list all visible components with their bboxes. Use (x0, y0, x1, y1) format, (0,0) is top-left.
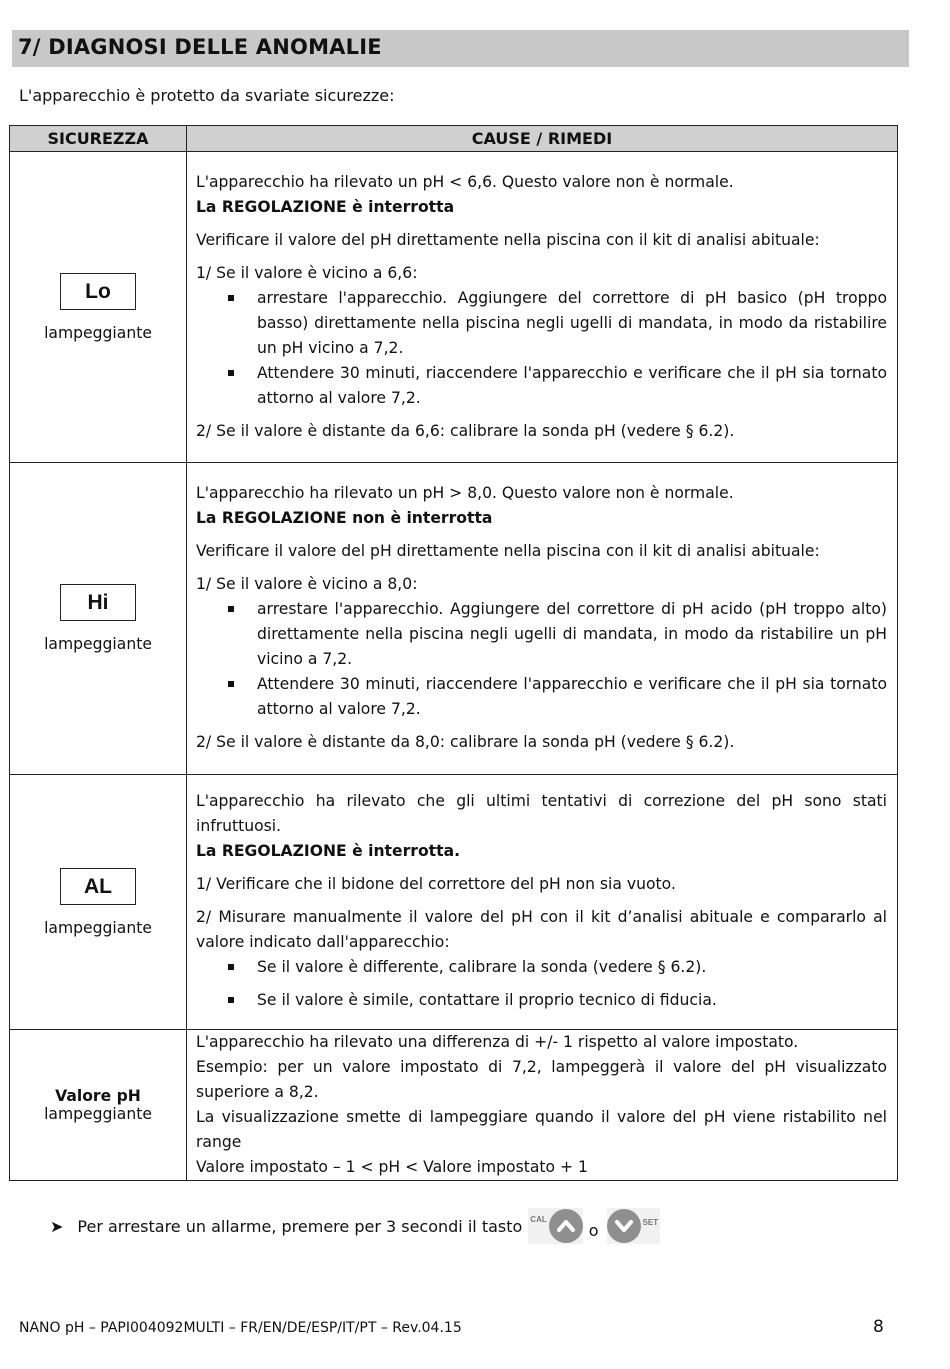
remedy-line: L'apparecchio ha rilevato un pH > 8,0. Questo valore non è normale. (196, 484, 734, 502)
list-item: Attendere 30 minuti, riaccendere l'apparecchio e verificare che il pH sia tornato attorno al valore 7,2. (257, 672, 887, 722)
page-number: 8 (873, 1317, 884, 1337)
remedy-bold-text: La REGOLAZIONE è interrotta (196, 198, 455, 216)
list-item: Se il valore è simile, contattare il proprio tecnico di fiducia. (257, 988, 887, 1013)
alarm-note (50, 1208, 660, 1244)
remedy-list (196, 597, 887, 722)
remedy-line: 1/ Verificare che il bidone del correttore del pH non sia vuoto. (196, 875, 676, 893)
remedy-line: Valore impostato – 1 < pH < Valore impostato + 1 (196, 1158, 588, 1176)
set-down-button-icon (607, 1208, 661, 1244)
display-code: AL (60, 868, 136, 905)
remedy-cell (187, 1030, 898, 1181)
arrow-bullet-icon: ➤ (50, 1216, 64, 1236)
remedy-line: Verificare il valore del pH direttamente nella piscina con il kit di analisi abituale: (196, 231, 820, 249)
diagnostics-table (9, 125, 898, 1181)
set-label: SET (642, 1217, 659, 1227)
remedy-bold-text: La REGOLAZIONE è interrotta. (196, 842, 461, 860)
remedy-list (196, 955, 887, 1013)
remedy-list (196, 286, 887, 411)
remedy-line: L'apparecchio ha rilevato un pH < 6,6. Questo valore non è normale. (196, 173, 734, 191)
remedy-bold (196, 506, 887, 531)
table-row (10, 463, 898, 775)
cal-up-button-icon (528, 1208, 582, 1244)
remedy-line: 1/ Se il valore è vicino a 8,0: (196, 575, 418, 593)
table-row (10, 152, 898, 463)
remedy-cell (187, 463, 898, 775)
remedy-line: La visualizzazione smette di lampeggiare quando il valore del pH viene ristabilito nel range (196, 1108, 887, 1151)
chevron-down-icon (607, 1209, 641, 1243)
display-state: lampeggiante (44, 918, 152, 937)
safety-cell (10, 152, 187, 463)
remedy-line: Esempio: per un valore impostato di 7,2, lampeggerà il valore del pH visualizzato superiore a 8,2. (196, 1058, 887, 1101)
section-header (12, 30, 909, 67)
list-item: Se il valore è differente, calibrare la sonda (vedere § 6.2). (257, 955, 887, 980)
section-title: 7/ DIAGNOSI DELLE ANOMALIE (18, 35, 382, 59)
remedy-cell (187, 775, 898, 1030)
table-header-row (10, 126, 898, 152)
remedy-line: 1/ Se il valore è vicino a 6,6: (196, 264, 418, 282)
remedy-line: 2/ Se il valore è distante da 6,6: calibrare la sonda pH (vedere § 6.2). (196, 422, 735, 440)
intro-text: L'apparecchio è protetto da svariate sicurezze: (19, 86, 395, 105)
header-cause-rimedi: CAUSE / RIMEDI (187, 126, 898, 152)
safety-cell (10, 463, 187, 775)
table-row (10, 1030, 898, 1181)
display-state: lampeggiante (44, 635, 152, 653)
remedy-line: 2/ Misurare manualmente il valore del pH con il kit d’analisi abituale e compararlo al valore indicato dall'apparecchio: (196, 908, 887, 951)
list-item: Attendere 30 minuti, riaccendere l'apparecchio e verificare che il pH sia tornato attorno al valore 7,2. (257, 361, 887, 411)
remedy-bold-text: La REGOLAZIONE non è interrotta (196, 509, 493, 527)
cal-label: CAL (530, 1214, 547, 1224)
remedy-line: L'apparecchio ha rilevato una differenza di +/- 1 rispetto al valore impostato. (196, 1033, 799, 1051)
footer-text: NANO pH – PAPI004092MULTI – FR/EN/DE/ESP/IT/PT – Rev.04.15 (19, 1320, 462, 1336)
display-code: Valore pH (55, 1087, 141, 1105)
remedy-line: Verificare il valore del pH direttamente nella piscina con il kit di analisi abituale: (196, 542, 820, 560)
or-text: o (588, 1220, 599, 1240)
safety-cell (10, 1030, 187, 1181)
remedy-cell (187, 152, 898, 463)
chevron-up-icon (549, 1209, 583, 1243)
display-state: lampeggiante (44, 323, 152, 342)
display-code: Hi (60, 584, 136, 621)
display-code: Lo (60, 273, 136, 310)
header-sicurezza: SICUREZZA (10, 126, 187, 152)
note-text: Per arrestare un allarme, premere per 3 secondi il tasto (77, 1216, 523, 1236)
remedy-bold (196, 839, 887, 864)
display-state: lampeggiante (44, 1105, 152, 1123)
remedy-line: L'apparecchio ha rilevato che gli ultimi tentativi di correzione del pH sono stati infruttuosi. (196, 792, 887, 835)
safety-cell (10, 775, 187, 1030)
remedy-line: 2/ Se il valore è distante da 8,0: calibrare la sonda pH (vedere § 6.2). (196, 733, 735, 751)
list-item: arrestare l'apparecchio. Aggiungere del correttore di pH basico (pH troppo basso) direttamente nella piscina negli ugelli di mandata, in modo da ristabilire un pH vicino a 7,2. (257, 286, 887, 361)
remedy-bold (196, 195, 887, 220)
list-item: arrestare l'apparecchio. Aggiungere del correttore di pH acido (pH troppo alto) direttamente nella piscina negli ugelli di mandata, in modo da ristabilire un pH vicino a 7,2. (257, 597, 887, 672)
table-row (10, 775, 898, 1030)
